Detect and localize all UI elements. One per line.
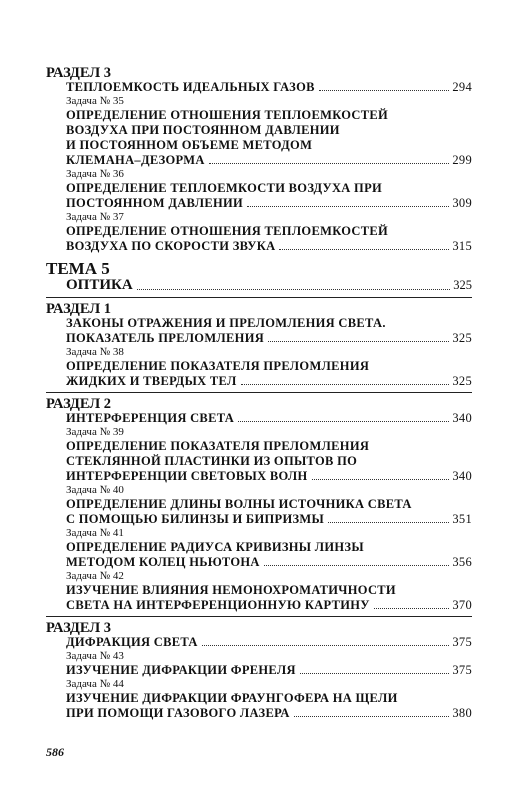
entry-title-line: ЗАКОНЫ ОТРАЖЕНИЯ И ПРЕЛОМЛЕНИЯ СВЕТА.: [66, 316, 386, 330]
entry-title-line: ПОСТОЯННОМ ДАВЛЕНИИ: [66, 196, 244, 210]
entry-last-line: [66, 80, 472, 95]
entry-last-line: [66, 374, 472, 389]
dot-leader: [202, 645, 450, 646]
entry-page-number: 325: [453, 278, 472, 292]
section-heading: РАЗДЕЛ 3: [46, 65, 112, 81]
entry-title-line: ОПРЕДЕЛЕНИЕ ОТНОШЕНИЯ ТЕПЛОЕМКОСТЕЙ: [66, 108, 389, 122]
toc-entry: [66, 691, 472, 721]
toc-entry: [66, 497, 472, 527]
section-divider: [46, 392, 472, 393]
entry-last-line: [66, 469, 472, 484]
dot-leader: [264, 565, 450, 566]
task-number: Задача № 36: [66, 168, 124, 180]
entry-page-number: 325: [452, 331, 472, 345]
dot-leader: [238, 421, 449, 422]
dot-leader: [209, 163, 450, 164]
entry-page-number: 309: [452, 196, 472, 210]
theme-heading: ТЕМА 5: [46, 259, 110, 278]
task-number: Задача № 43: [66, 650, 124, 662]
entry-title-line: И ПОСТОЯННОМ ОБЪЕМЕ МЕТОДОМ: [66, 138, 313, 152]
entry-page-number: 294: [452, 80, 472, 94]
entry-page-number: 315: [452, 239, 472, 253]
page-number: 586: [46, 745, 64, 759]
dot-leader: [319, 90, 450, 91]
section-divider: [46, 616, 472, 617]
entry-page-number: 299: [452, 153, 472, 167]
dot-leader: [294, 716, 450, 717]
entry-page-number: 356: [452, 555, 472, 569]
entry-title-line: ИНТЕРФЕРЕНЦИИ СВЕТОВЫХ ВОЛН: [66, 469, 308, 483]
entry-title-line: ОПРЕДЕЛЕНИЕ ТЕПЛОЕМКОСТИ ВОЗДУХА ПРИ: [66, 181, 383, 195]
entry-page-number: 340: [452, 411, 472, 425]
entry-title-line: ПОКАЗАТЕЛЬ ПРЕЛОМЛЕНИЯ: [66, 331, 265, 345]
entry-title-line: ВОЗДУХА ПО СКОРОСТИ ЗВУКА: [66, 239, 276, 253]
entry-title-line: ИНТЕРФЕРЕНЦИЯ СВЕТА: [66, 411, 235, 425]
entry-title-line: ОПРЕДЕЛЕНИЕ ОТНОШЕНИЯ ТЕПЛОЕМКОСТЕЙ: [66, 224, 389, 238]
dot-leader: [137, 289, 451, 290]
entry-title-line: ИЗУЧЕНИЕ ДИФРАКЦИИ ФРЕНЕЛЯ: [66, 663, 296, 677]
toc-entry: [66, 316, 472, 346]
dot-leader: [268, 341, 449, 342]
dot-leader: [300, 673, 450, 674]
toc-entry: [66, 439, 472, 484]
section-divider: [46, 297, 472, 298]
toc-entry: [66, 80, 472, 95]
toc-entry: [66, 635, 472, 650]
entry-last-line: [66, 153, 472, 168]
dot-leader: [374, 608, 450, 609]
entry-title-line: ПРИ ПОМОЩИ ГАЗОВОГО ЛАЗЕРА: [66, 706, 290, 720]
entry-title-line: ОПРЕДЕЛЕНИЕ РАДИУСА КРИВИЗНЫ ЛИНЗЫ: [66, 540, 364, 554]
table-of-contents: [46, 62, 472, 721]
dot-leader: [241, 384, 450, 385]
entry-page-number: 325: [452, 374, 472, 388]
entry-title-line: ДИФРАКЦИЯ СВЕТА: [66, 635, 198, 649]
entry-page-number: 375: [452, 663, 472, 677]
entry-title-line: ОПРЕДЕЛЕНИЕ ДЛИНЫ ВОЛНЫ ИСТОЧНИКА СВЕТА: [66, 497, 412, 511]
section-heading: РАЗДЕЛ 1: [46, 301, 112, 317]
entry-title-line: ИЗУЧЕНИЕ ВЛИЯНИЯ НЕМОНОХРОМАТИЧНОСТИ: [66, 583, 396, 597]
entry-title-line: СВЕТА НА ИНТЕРФЕРЕНЦИОННУЮ КАРТИНУ: [66, 598, 370, 612]
task-number: Задача № 38: [66, 346, 124, 358]
entry-title-line: ИЗУЧЕНИЕ ДИФРАКЦИИ ФРАУНГОФЕРА НА ЩЕЛИ: [66, 691, 398, 705]
entry-title-line: СТЕКЛЯННОЙ ПЛАСТИНКИ ИЗ ОПЫТОВ ПО: [66, 454, 358, 468]
dot-leader: [312, 479, 450, 480]
entry-last-line: [66, 663, 472, 678]
section-heading: РАЗДЕЛ 2: [46, 396, 112, 412]
entry-page-number: 351: [452, 512, 472, 526]
entry-last-line: [66, 635, 472, 650]
dot-leader: [247, 206, 449, 207]
theme-entry: [66, 277, 472, 294]
task-number: Задача № 42: [66, 570, 124, 582]
entry-title: ОПТИКА: [66, 277, 133, 293]
task-number: Задача № 35: [66, 95, 124, 107]
task-number: Задача № 41: [66, 527, 124, 539]
task-number: Задача № 37: [66, 211, 124, 223]
entry-last-line: [66, 196, 472, 211]
entry-last-line: [66, 512, 472, 527]
task-number: Задача № 40: [66, 484, 124, 496]
entry-title-line: КЛЕМАНА–ДЕЗОРМА: [66, 153, 205, 167]
entry-title-line: ЖИДКИХ И ТВЕРДЫХ ТЕЛ: [66, 374, 237, 388]
entry-last-line: [66, 239, 472, 254]
toc-entry: [66, 224, 472, 254]
task-number: Задача № 44: [66, 678, 124, 690]
entry-last-line: [66, 411, 472, 426]
dot-leader: [328, 522, 449, 523]
entry-title-line: ТЕПЛОЕМКОСТЬ ИДЕАЛЬНЫХ ГАЗОВ: [66, 80, 315, 94]
dot-leader: [279, 249, 449, 250]
entry-last-line: [66, 555, 472, 570]
entry-title-line: С ПОМОЩЬЮ БИЛИНЗЫ И БИПРИЗМЫ: [66, 512, 325, 526]
entry-page-number: 370: [452, 598, 472, 612]
toc-entry: [66, 108, 472, 168]
entry-page-number: 380: [452, 706, 472, 720]
toc-entry: [66, 583, 472, 613]
entry-last-line: [66, 706, 472, 721]
toc-entry: [66, 359, 472, 389]
entry-last-line: [66, 598, 472, 613]
entry-title-line: ВОЗДУХА ПРИ ПОСТОЯННОМ ДАВЛЕНИИ: [66, 123, 340, 137]
entry-page-number: 340: [452, 469, 472, 483]
entry-title-line: МЕТОДОМ КОЛЕЦ НЬЮТОНА: [66, 555, 260, 569]
section-heading: РАЗДЕЛ 3: [46, 620, 112, 636]
entry-last-line: [66, 331, 472, 346]
toc-entry: [66, 181, 472, 211]
entry-title-line: ОПРЕДЕЛЕНИЕ ПОКАЗАТЕЛЯ ПРЕЛОМЛЕНИЯ: [66, 359, 370, 373]
toc-entry: [66, 411, 472, 426]
entry-page-number: 375: [452, 635, 472, 649]
toc-entry: [66, 540, 472, 570]
entry-title-line: ОПРЕДЕЛЕНИЕ ПОКАЗАТЕЛЯ ПРЕЛОМЛЕНИЯ: [66, 439, 370, 453]
task-number: Задача № 39: [66, 426, 124, 438]
toc-entry: [66, 663, 472, 678]
